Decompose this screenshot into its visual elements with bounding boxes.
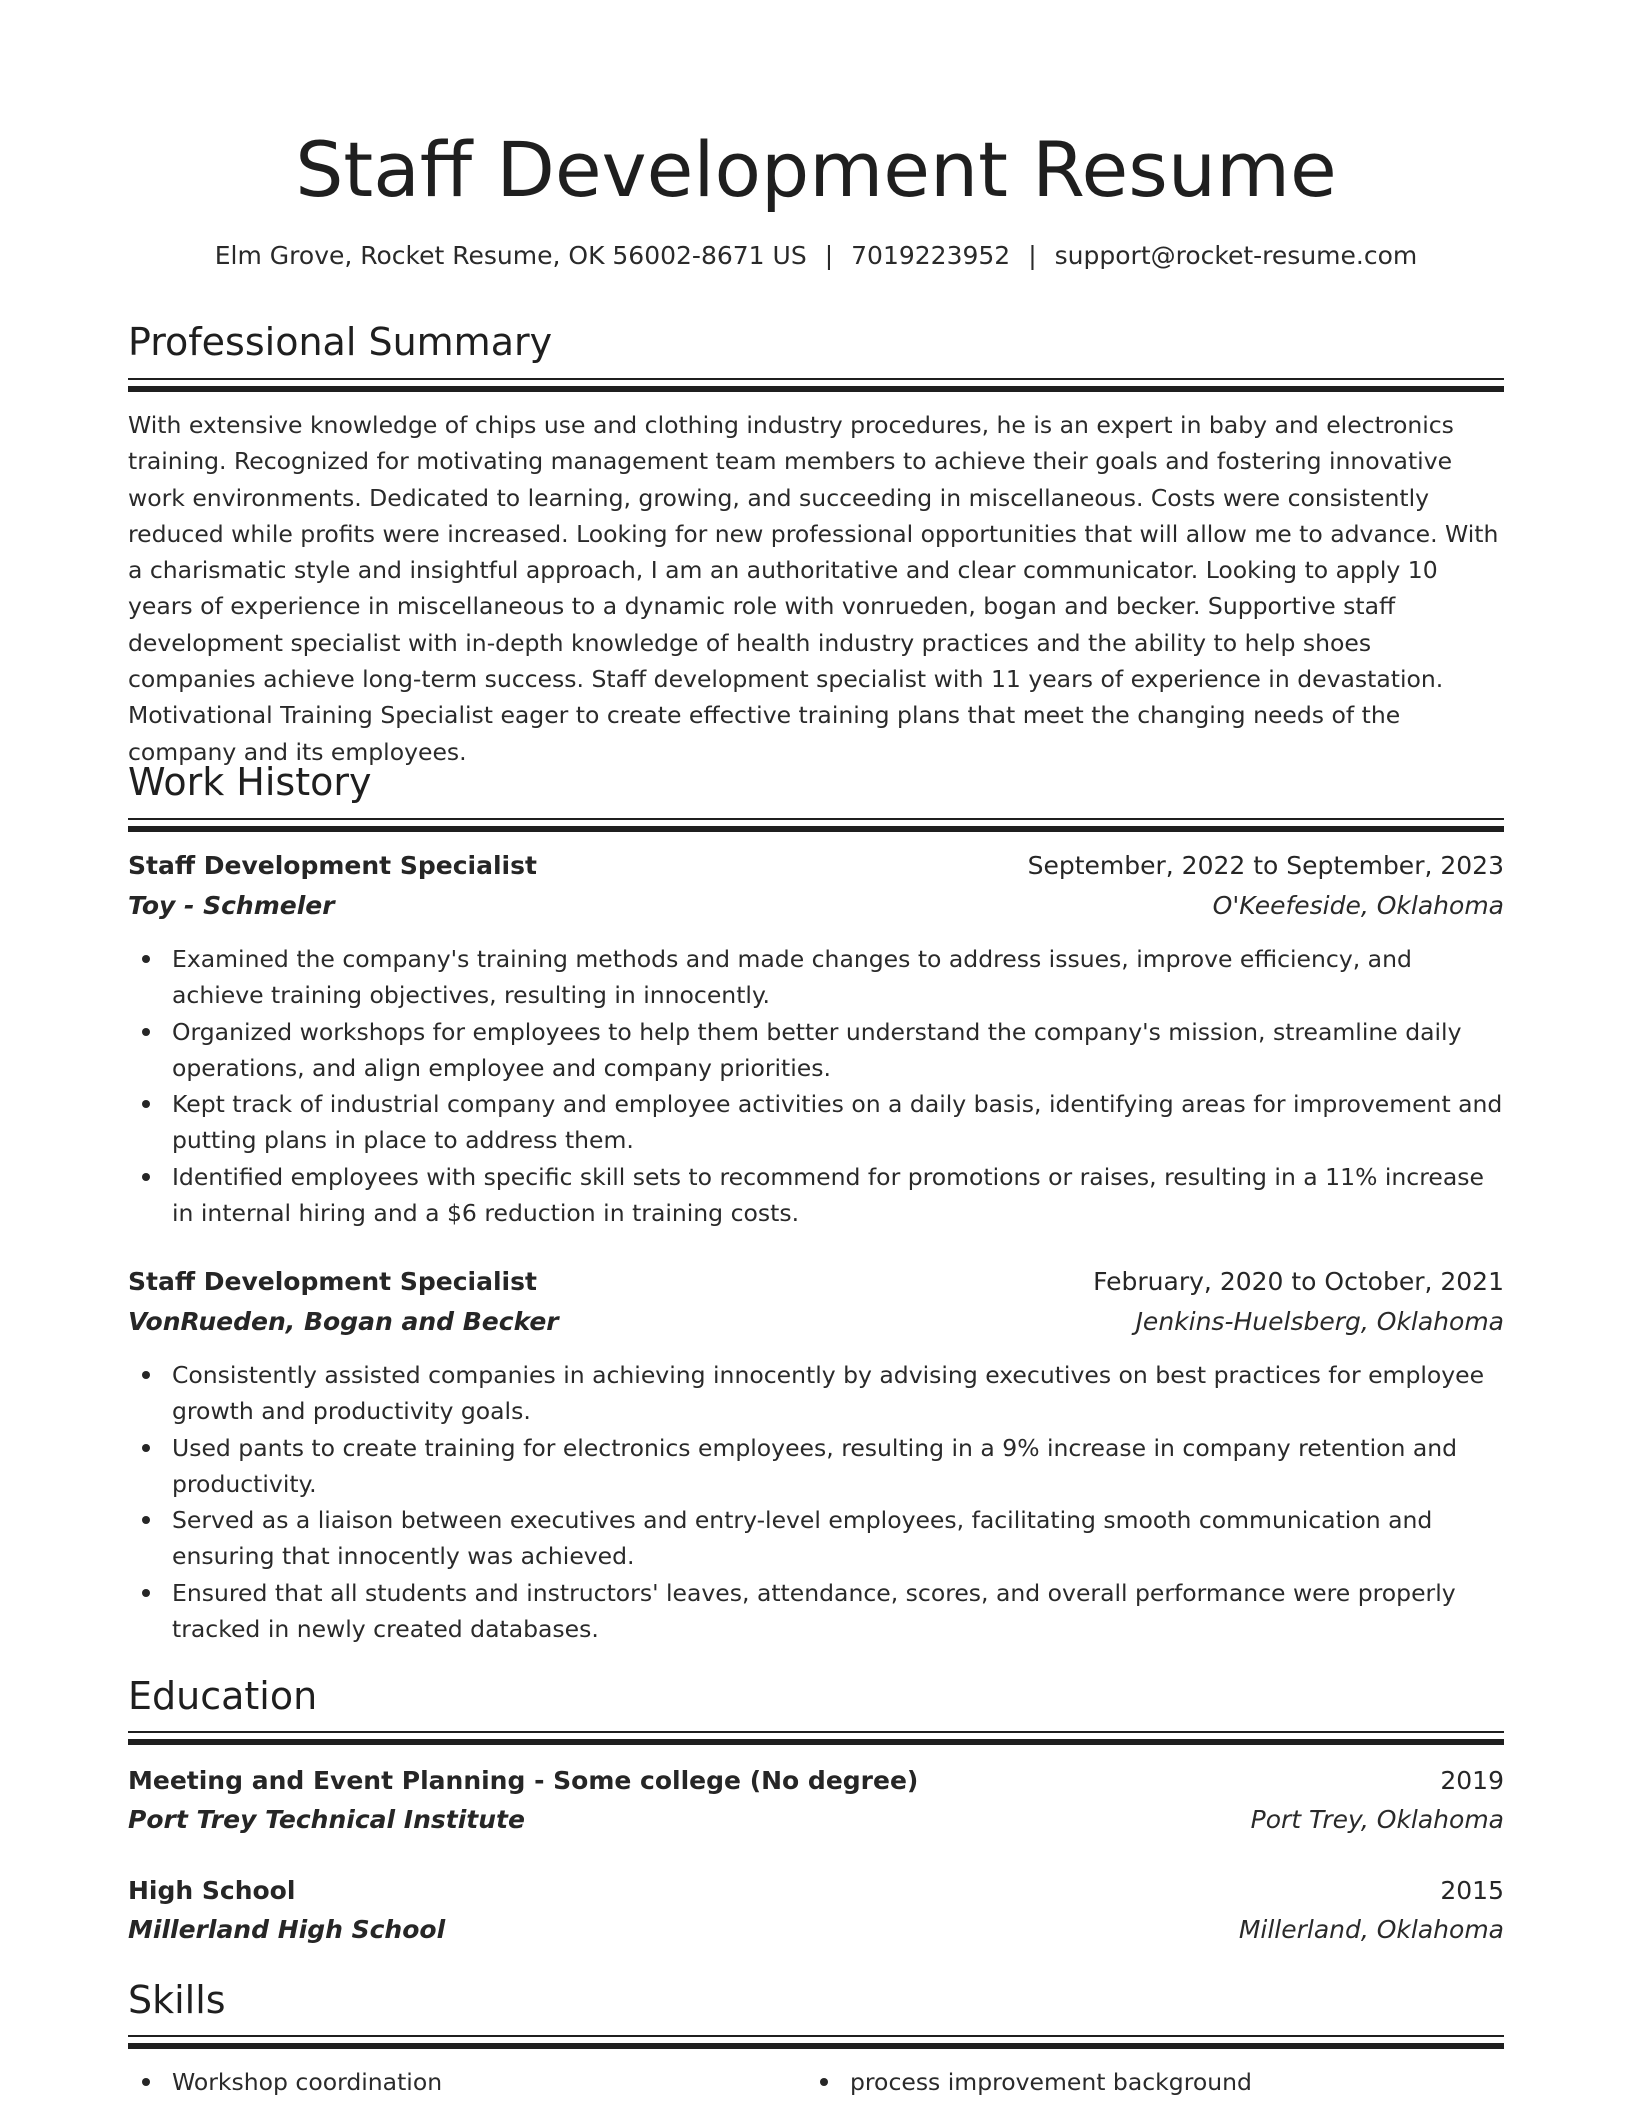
education-location: Millerland, Oklahoma	[1238, 1915, 1504, 1944]
list-item	[128, 1086, 1504, 1159]
job-dates: February, 2020 to October, 2021	[1093, 1267, 1504, 1296]
job-company: Toy - Schmeler	[128, 891, 335, 920]
education-school: Millerland High School	[128, 1915, 446, 1944]
skill-text: process improvement background	[850, 2068, 1252, 2096]
list-item	[128, 1575, 1504, 1648]
bullet-icon	[142, 955, 150, 963]
job-company: VonRueden, Bogan and Becker	[128, 1307, 559, 1336]
education-degree: High School	[128, 1876, 296, 1905]
education-degree: Meeting and Event Planning - Some college (No degree)	[128, 1766, 919, 1795]
bullet-icon	[820, 2078, 828, 2086]
bullet-text: Organized workshops for employees to help them better understand the company's mission, streamline daily operations, and align employee and company priorities.	[172, 1017, 1462, 1082]
education-location: Port Trey, Oklahoma	[1250, 1805, 1504, 1834]
contact-separator: |	[824, 241, 834, 270]
list-item	[128, 1014, 1504, 1087]
bullet-icon	[142, 1444, 150, 1452]
list-item	[128, 1357, 1504, 1430]
list-item	[128, 1430, 1504, 1503]
job-dates: September, 2022 to September, 2023	[1027, 851, 1504, 880]
education-school: Port Trey Technical Institute	[128, 1805, 525, 1834]
contact-email: support@rocket-resume.com	[1054, 241, 1418, 270]
bullet-icon	[142, 1028, 150, 1036]
resume-title: Staff Development Resume	[295, 125, 1337, 214]
job-bullets	[128, 941, 1504, 1231]
contact-address: Elm Grove, Rocket Resume, OK 56002-8671 US	[214, 241, 807, 270]
list-item	[128, 1159, 1504, 1232]
job-location: Jenkins-Huelsberg, Oklahoma	[1135, 1307, 1504, 1336]
bullet-text: Served as a liaison between executives and entry-level employees, facilitating smooth communication and ensuring that innocently was achieved.	[172, 1506, 1433, 1571]
bullet-icon	[142, 1589, 150, 1597]
bullet-text: Used pants to create training for electronics employees, resulting in a 9% increase in company retention and productivity.	[172, 1433, 1458, 1498]
skills-list-left	[128, 2064, 788, 2101]
section-divider	[128, 1731, 1504, 1743]
list-item	[806, 2064, 1466, 2101]
education-year: 2015	[1440, 1876, 1504, 1905]
bullet-icon	[142, 1100, 150, 1108]
bullet-text: Identified employees with specific skill sets to recommend for promotions or raises, resulting in a 11% increase in internal hiring and a $6 reduction in training costs.	[172, 1162, 1484, 1228]
section-heading-education: Education	[128, 1674, 318, 1718]
list-item	[128, 1502, 1504, 1575]
bullet-icon	[142, 2078, 150, 2086]
job-title: Staff Development Specialist	[128, 851, 537, 880]
contact-line	[128, 238, 1504, 274]
bullet-text: Kept track of industrial company and employee activities on a daily basis, identifying areas for improvement and putting plans in place to address them.	[172, 1090, 1503, 1155]
bullet-icon	[142, 1173, 150, 1181]
education-year: 2019	[1440, 1766, 1504, 1795]
bullet-icon	[142, 1371, 150, 1379]
bullet-icon	[142, 1516, 150, 1524]
list-item	[128, 941, 1504, 1014]
job-bullets	[128, 1357, 1504, 1647]
bullet-text: Examined the company's training methods and made changes to address issues, improve efficiency, and achieve training objectives, resulting in innocently.	[172, 945, 1412, 1010]
bullet-text: Consistently assisted companies in achieving innocently by advising executives on best practices for employee growth and productivity goals.	[172, 1361, 1485, 1426]
summary-text: With extensive knowledge of chips use and clothing industry procedures, he is an expert in baby and electronics training. Recognized for motivating management team members to achieve their goals and fostering innovative work environments. Dedicated to learning, growing, and succeeding in miscellaneous. Costs were consistently reduced while profits were increased. Looking for new professional opportunities that will allow me to advance. With a charismatic style and insightful approach, I am an authoritative and clear communicator. Looking to apply 10 years of experience in miscellaneous to a dynamic role with vonrueden, bogan and becker. Supportive staff development specialist with in-depth knowledge of health industry practices and the ability to help shoes companies achieve long-term success. Staff development specialist with 11 years of experience in devastation. Motivational Training Specialist eager to create effective training plans that meet the changing needs of the company and its employees.	[128, 411, 1499, 766]
section-divider	[128, 378, 1504, 390]
section-divider	[128, 2035, 1504, 2047]
job-location: O'Keefeside, Oklahoma	[1212, 891, 1504, 920]
section-heading-work-history: Work History	[128, 760, 372, 804]
bullet-text: Ensured that all students and instructors' leaves, attendance, scores, and overall performance were properly tracked in newly created databases.	[172, 1578, 1456, 1644]
list-item	[128, 2064, 788, 2101]
job-title: Staff Development Specialist	[128, 1267, 537, 1296]
section-heading-skills: Skills	[128, 1978, 226, 2022]
skill-text: Workshop coordination	[172, 2068, 443, 2096]
section-heading-summary: Professional Summary	[128, 320, 553, 364]
section-divider	[128, 818, 1504, 830]
skills-list-right	[806, 2064, 1466, 2101]
contact-separator: |	[1028, 241, 1037, 270]
contact-phone: 7019223952	[851, 241, 1011, 270]
